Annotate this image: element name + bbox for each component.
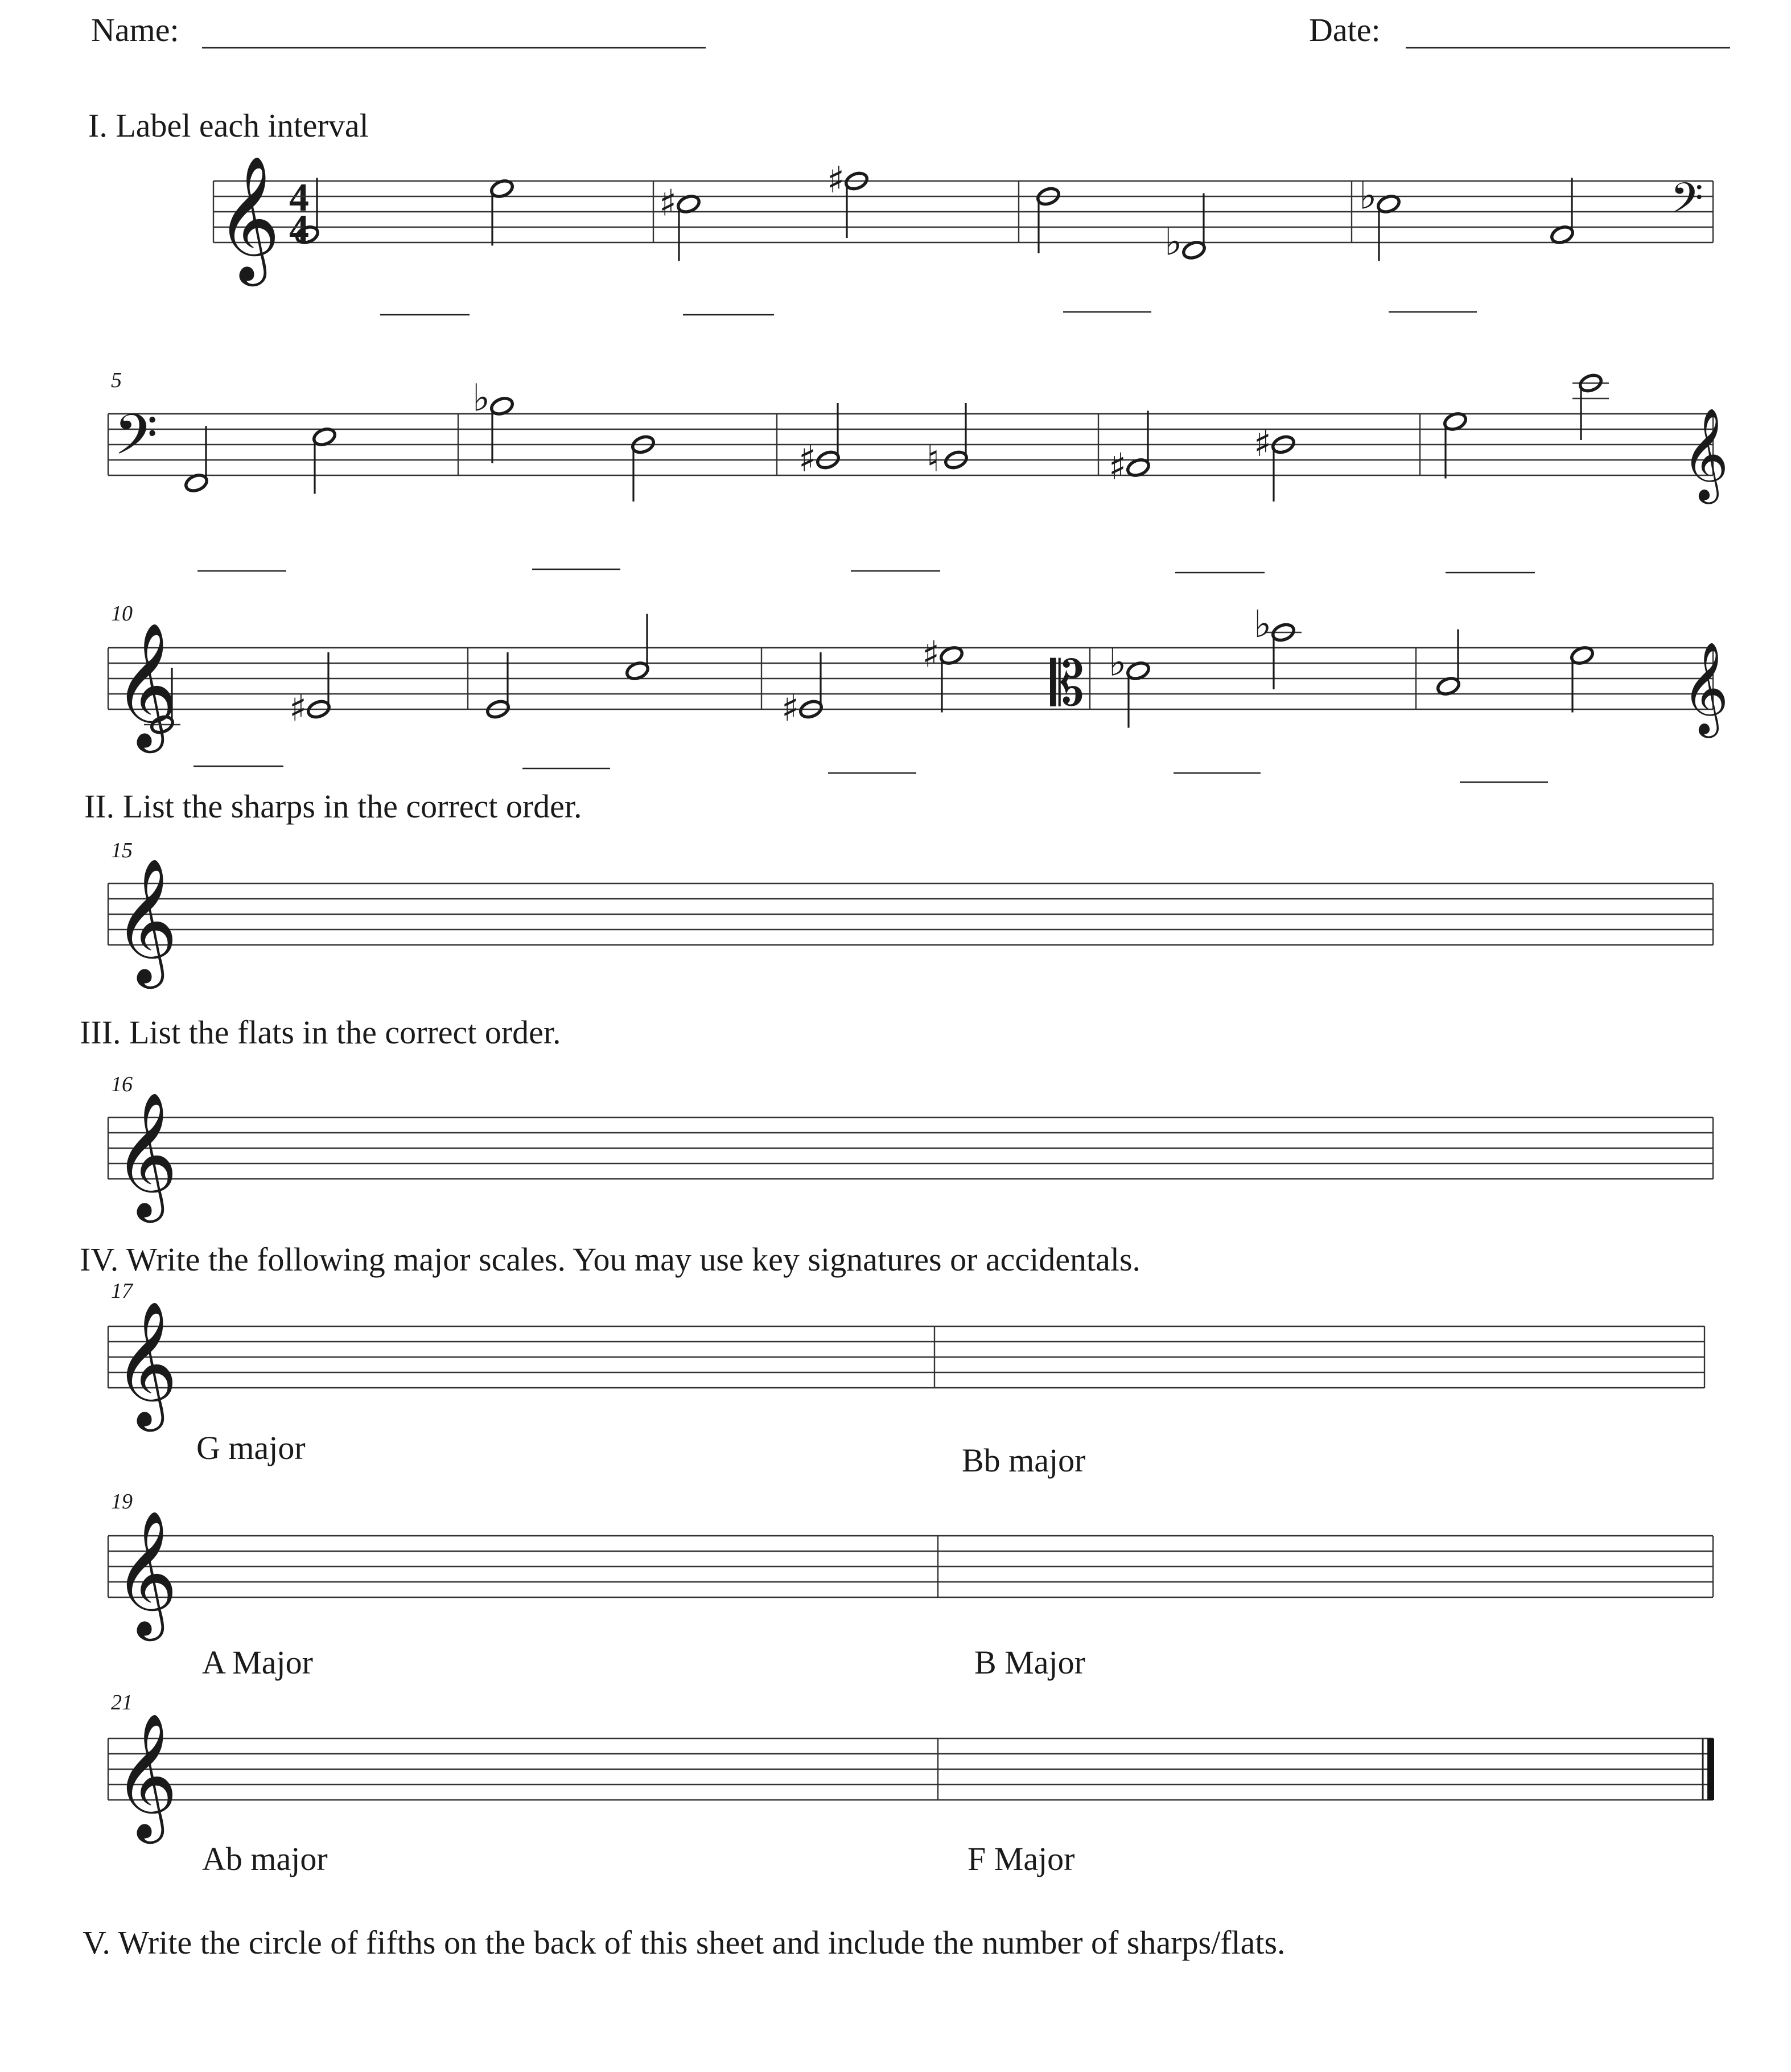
name-label: Name:: [91, 11, 179, 48]
half-note: [472, 376, 514, 463]
bass-clef-icon: 𝄢: [1670, 174, 1703, 233]
flat-icon: ♭: [1109, 640, 1127, 685]
sharp-icon: ♯: [659, 182, 677, 225]
interval-system-3[interactable]: [108, 648, 1713, 782]
measure-number-15: 15: [111, 838, 133, 862]
measure-number-21: 21: [111, 1691, 133, 1715]
scale-staff-1[interactable]: [108, 1326, 1704, 1388]
measure-number-5: 5: [111, 368, 122, 392]
measure-number-17: 17: [111, 1279, 133, 1303]
half-note: [798, 403, 841, 480]
measure-number-16: 16: [111, 1072, 133, 1096]
scale-label-a-major: A Major: [202, 1644, 313, 1681]
half-note: [1109, 411, 1151, 488]
alto-clef-icon: 𝄡: [1050, 648, 1085, 720]
half-note: [1254, 602, 1302, 689]
section-2-heading: II. List the sharps in the correct order.: [84, 788, 582, 825]
flat-icon: ♭: [1359, 174, 1377, 218]
flat-icon: ♭: [1164, 220, 1183, 264]
half-note: [289, 652, 331, 730]
measure-number-19: 19: [111, 1490, 133, 1514]
section-5-heading: V. Write the circle of fifths on the back of this sheet and include the number of sharps/flats.: [83, 1924, 1286, 1961]
date-label: Date:: [1309, 11, 1381, 48]
sharps-staff[interactable]: [108, 883, 1713, 945]
scale-label-b-major: B Major: [974, 1644, 1085, 1681]
treble-clef-icon: 𝄞: [216, 155, 281, 281]
sharp-icon: ♯: [827, 159, 845, 202]
section-1-heading: I. Label each interval: [88, 107, 369, 144]
interval-system-2[interactable]: [108, 414, 1713, 573]
sharp-icon: ♯: [1109, 446, 1126, 488]
treble-clef-icon: 𝄞: [1682, 642, 1729, 734]
measure-number-10: 10: [111, 602, 133, 626]
half-note: [1254, 423, 1296, 501]
treble-clef-icon: 𝄞: [114, 622, 178, 747]
scale-label-bb-major: Bb major: [962, 1442, 1086, 1479]
flat-icon: ♭: [1254, 602, 1272, 646]
section-4-heading: IV. Write the following major scales. You may use key signatures or accidentals.: [80, 1241, 1141, 1278]
treble-clef-icon: 𝄞: [114, 1300, 178, 1426]
treble-clef-icon: 𝄞: [114, 857, 178, 983]
flat-icon: ♭: [472, 376, 491, 420]
flats-staff[interactable]: [108, 1117, 1713, 1179]
time-signature-bottom: 4: [289, 207, 309, 251]
sharp-icon: ♯: [781, 688, 799, 730]
scale-label-f-major: F Major: [967, 1840, 1075, 1877]
section-3-heading: III. List the flats in the correct order.: [80, 1014, 561, 1051]
half-note: [827, 159, 869, 238]
time-signature-top: 4: [289, 176, 309, 220]
treble-clef-icon: 𝄞: [114, 1712, 178, 1838]
interval-system-1[interactable]: [213, 181, 1713, 315]
sharp-icon: ♯: [1254, 423, 1271, 465]
sharp-icon: ♯: [289, 688, 307, 730]
scale-label-ab-major: Ab major: [202, 1840, 328, 1877]
half-note: [1164, 194, 1207, 264]
half-note: [1109, 641, 1151, 728]
half-note: [659, 183, 701, 261]
scale-label-g-major: G major: [196, 1429, 306, 1466]
treble-clef-icon: 𝄞: [114, 1510, 178, 1635]
half-note: [927, 403, 969, 480]
scale-staff-3[interactable]: [108, 1738, 1714, 1800]
half-note: [1359, 174, 1401, 261]
bass-clef-icon: 𝄢: [114, 402, 158, 482]
sharp-icon: ♯: [798, 438, 816, 480]
final-barline-thick: [1707, 1738, 1714, 1800]
half-note: [922, 634, 964, 713]
treble-clef-icon: 𝄞: [114, 1091, 178, 1217]
treble-clef-icon: 𝄞: [1682, 408, 1729, 500]
scale-staff-2[interactable]: [108, 1536, 1713, 1597]
sharp-icon: ♯: [922, 634, 940, 676]
natural-icon: ♮: [927, 438, 940, 480]
half-note: [781, 652, 824, 730]
